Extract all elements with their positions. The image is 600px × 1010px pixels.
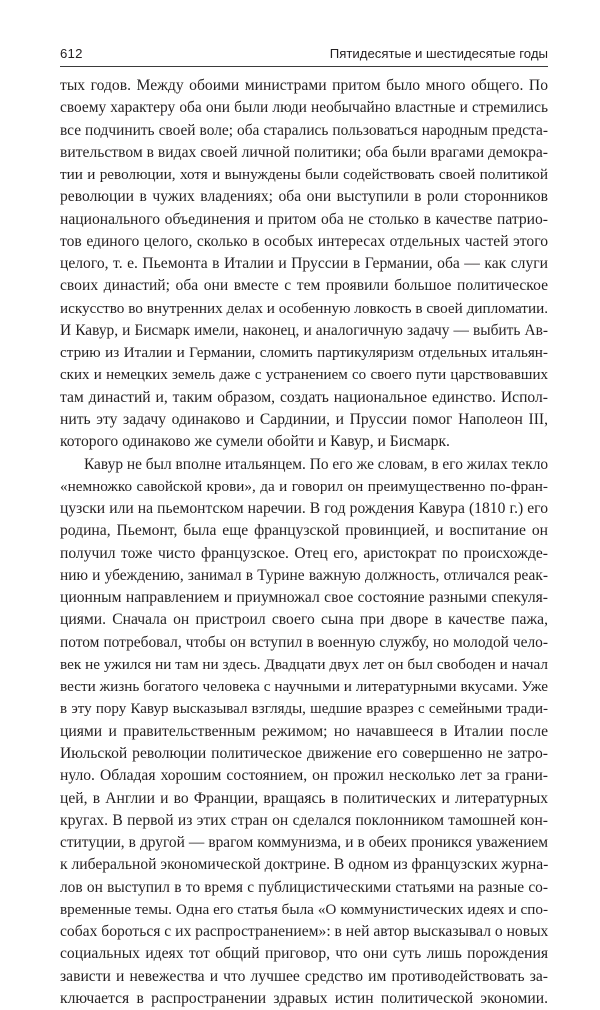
text-line: век не ужился ни там ни здесь. Двадцати двух лет он был свободен и начал — [60, 655, 548, 673]
running-head — [60, 42, 548, 66]
running-title: Пятидесятые и шестидесятые годы — [329, 46, 548, 61]
text-line: циями. Сначала он пристроил своего сына при дворе в качестве пажа, — [60, 611, 548, 629]
text-line: к либеральной экономической доктрине. В одном из французских журна- — [60, 856, 549, 874]
text-line: «немножко савойской крови», да и говорил он преимущественно по-фран- — [60, 477, 548, 495]
text-line: нию и убеждению, занимал в Турине важную должность, отличался реак- — [60, 566, 548, 584]
text-line: цей, в Англии и во Франции, вращаясь в политических и литературных — [60, 789, 548, 807]
text-line: ключается в распространении здравых истин политической экономии. — [60, 989, 548, 1007]
text-line: ституции, в другой — врагом коммунизма, и в обеих проникся уважением — [60, 834, 548, 852]
text-line: социальных идеях тот общий приговор, что они суть лишь порождения — [60, 945, 548, 963]
text-line: кругах. В первой из этих стран он сделался поклонником тамошней кон- — [60, 811, 548, 829]
text-line: тых годов. Между обоими министрами притом было много общего. По — [60, 77, 548, 94]
body-text — [60, 75, 548, 1010]
text-line: Июльской революции политическое движение его совершенно не затро- — [60, 744, 548, 762]
text-line: искусство во внутренних делах и особенную ловкость в своей дипломатии. — [60, 299, 548, 317]
text-line: все подчинить своей воле; оба старались пользоваться народным предста- — [60, 121, 548, 139]
text-line: которого одинаково же сумели обойти и Кавур, и Бисмарк. — [60, 433, 450, 451]
text-line: лов он выступил в то время с публицистическими статьями на разные со- — [60, 878, 548, 896]
text-line: нить эту задачу одинаково и Сардинии, и Пруссии помог Наполеон III, — [60, 410, 548, 428]
text-line: ских и немецких земель даже с устранением со своего пути царствовавших — [60, 367, 548, 384]
paragraph-1 — [60, 75, 548, 454]
text-line: целого, т. е. Пьемонта в Италии и Пруссии в Германии, оба — как слуги — [60, 255, 548, 273]
text-line: Кавур не был вполне итальянцем. По его же словам, в его жилах текло — [84, 455, 549, 473]
text-line: вительством в видах своей личной политики; оба были врагами демокра- — [60, 143, 548, 161]
paragraph-2 — [60, 454, 548, 1010]
text-line: получил тоже чисто французское. Отец его, аристократ по происхожде- — [60, 544, 548, 562]
text-line: тии и революции, хотя и вынуждены были содействовать своей политикой — [60, 166, 548, 184]
text-line: национального объединения и притом оба не столько в качестве патрио- — [60, 210, 548, 228]
text-line: своему характеру оба они были люди необычайно властные и стремились — [60, 99, 548, 117]
text-line: ционным направлением и приумножал свое состояние разными спекуля- — [60, 589, 548, 607]
text-line: потом потребовал, чтобы он вступил в военную службу, но молодой чело- — [60, 633, 548, 651]
text-line: собах бороться с их распространением»: в ней автор высказывал о новых — [60, 923, 549, 941]
text-line: своих династий; оба они вместе с тем проявили большое политическое — [60, 277, 548, 295]
text-line: нуло. Обладая хорошим состоянием, он прожил несколько лет за грани- — [60, 767, 548, 785]
text-line: И Кавур, и Бисмарк имели, наконец, и аналогичную задачу — выбить Ав- — [60, 321, 548, 339]
text-line: там династий и, таким образом, создать национальное единство. Испол- — [60, 388, 548, 406]
text-line: зависти и невежества и что лучшее средство им противодействовать за- — [60, 967, 548, 985]
text-line: стрию из Италии и Германии, сломить партикуляризм отдельных итальян- — [60, 344, 548, 362]
text-line: тов единого целого, сколько в особых интересах отдельных частей этого — [60, 232, 548, 250]
header-rule — [60, 66, 548, 67]
text-line: цузски или на пьемонтском наречии. В год рождения Кавура (1810 г.) его — [60, 500, 548, 518]
text-line: временные темы. Одна его статья была «О коммунистических идеях и спо- — [60, 900, 548, 918]
text-line: родина, Пьемонт, была еще французской провинцией, и воспитание он — [60, 522, 548, 540]
text-line: революции в чужих владениях; оба они выступили в роли сторонников — [60, 188, 548, 206]
text-line: вести жизнь богатого человека с научными и литературными вкусами. Уже — [60, 678, 548, 696]
text-line: циями и правительственным режимом; но начавшееся в Италии после — [60, 722, 548, 740]
page-number: 612 — [60, 46, 83, 61]
text-line: в эту пору Кавур высказывал взгляды, шедшие вразрез с семейными тради- — [60, 701, 548, 718]
